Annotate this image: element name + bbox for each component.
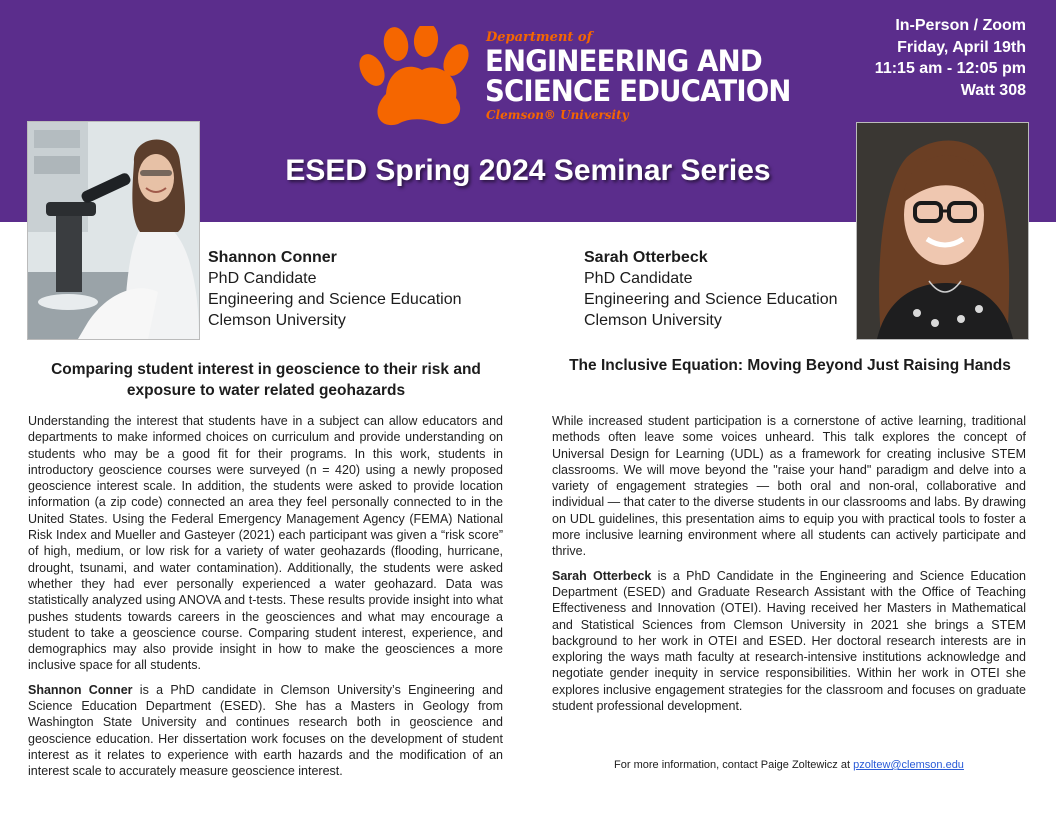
speaker-university: Clemson University <box>208 312 346 329</box>
speaker-info-otterbeck <box>584 247 838 331</box>
paw-logo-icon <box>356 26 478 132</box>
abstract-column-otterbeck <box>552 413 1026 722</box>
talk-title-otterbeck: The Inclusive Equation: Moving Beyond Just Raising Hands <box>569 357 1011 374</box>
brand-line-1: ENGINEERING AND <box>485 43 762 79</box>
speaker-info-conner <box>208 247 462 331</box>
series-title: ESED Spring 2024 Seminar Series <box>285 154 771 187</box>
event-time: 11:15 am - 12:05 pm <box>874 60 1026 77</box>
speaker-department: Engineering and Science Education <box>208 291 462 308</box>
event-date: Friday, April 19th <box>897 38 1026 56</box>
contact-text: For more information, contact Paige Zoltewicz at <box>614 759 854 771</box>
department-wordmark <box>485 30 791 123</box>
abstract-column-conner <box>28 413 503 788</box>
abstract-text: Understanding the interest that students have in a subject can allow educators and departments to make informed choices on curriculum and provide understanding on students who may be a good fit for their programs. In this work, students in introductory geoscience courses were surveyed (n = 420) using a newly proposed geoscience interest scale. In addition, the students were asked to provide location information (a zip code) connected an area they feel personally connected to in the United States. Using the Federal Emergency Management Agency (FEMA) National Risk Index and Mueller and Gasteyer (2021) each participant was given a “risk score” of high, medium, or low risk for a variety of water geohazards (flooding, hurricane, drought, tsunami, and water contamination). Additionally, the students were asked whether they had ever personally experienced a water geohazard. Data was statistically analyzed using ANOVA and t-tests. These results provide insight into what pushes students towards careers in the geosciences and what may encourage a student to take a geoscience course. Comparing student interest, experience, and demographics may also provide insight in how to make the geosciences a more inclusive space for all students. <box>28 414 503 673</box>
speaker-photo-otterbeck <box>856 122 1029 340</box>
bio-text: is a PhD candidate in Clemson University’s Engineering and Science Education Department (ESED). She has a Masters in Geology from Washington State University and continues research both in geoscience and geoscience education. Her dissertation work focuses on the development of student interest as it relates to experience with earth hazards and the modification of an interest scale to accurately measure geoscience interest. <box>28 682 503 779</box>
bio-paragraph <box>28 682 503 780</box>
contact-line <box>552 758 1026 772</box>
bio-name: Sarah Otterbeck <box>552 568 652 583</box>
abstract-text: While increased student participation is a cornerstone of active learning, traditional methods often leave some voices unheard. This talk explores the concept of Universal Design for Learning (UDL) as a framework for creating inclusive STEM classrooms. We will move beyond the "raise your hand" paradigm and delve into a variety of engagement strategies — both oral and non-oral, collaborative and individual — that cater to the diverse students in our classrooms and labs. By drawing on UDL guidelines, this presentation aims to equip you with practical tools to foster a more inclusive learning environment where all students can actively participate and thrive. <box>552 414 1026 559</box>
brand-line-2: SCIENCE EDUCATION <box>485 73 791 109</box>
event-location: Watt 308 <box>960 81 1026 99</box>
bio-text: is a PhD Candidate in the Engineering and Science Education Department (ESED) and Graduate Research Assistant with the Office of Teaching Effectiveness and Innovation (OTEI). Having received her Masters in Mathematical and Statistical Sciences from Clemson University in 2021 she brings a STEM background to her work in OTEI and ESED. Her doctoral research interests are in exploring the ways math faculty at research-intensive institutions acknowledge and negotiate gender inequity in service responsibilities. Within her work in OTEI she explores inclusive engagement strategies for the classroom and focuses on graduate student professional development. <box>552 568 1026 714</box>
speaker-university: Clemson University <box>584 312 722 329</box>
talk-title-conner: Comparing student interest in geoscience to their risk and exposure to water related geohazards <box>51 361 481 399</box>
bio-paragraph <box>552 568 1026 715</box>
speaker-role: PhD Candidate <box>584 270 693 287</box>
speaker-role: PhD Candidate <box>208 270 317 287</box>
speaker-name: Shannon Conner <box>208 249 337 266</box>
university-label: Clemson® University <box>486 108 629 122</box>
speaker-photo-conner <box>27 121 200 340</box>
dept-label: Department of <box>486 30 593 45</box>
contact-email-link[interactable]: pzoltew@clemson.edu <box>853 759 964 771</box>
speaker-name: Sarah Otterbeck <box>584 249 708 266</box>
event-format: In-Person / Zoom <box>895 17 1026 34</box>
bio-name: Shannon Conner <box>28 682 133 697</box>
speaker-department: Engineering and Science Education <box>584 291 838 308</box>
event-details <box>875 15 1026 101</box>
